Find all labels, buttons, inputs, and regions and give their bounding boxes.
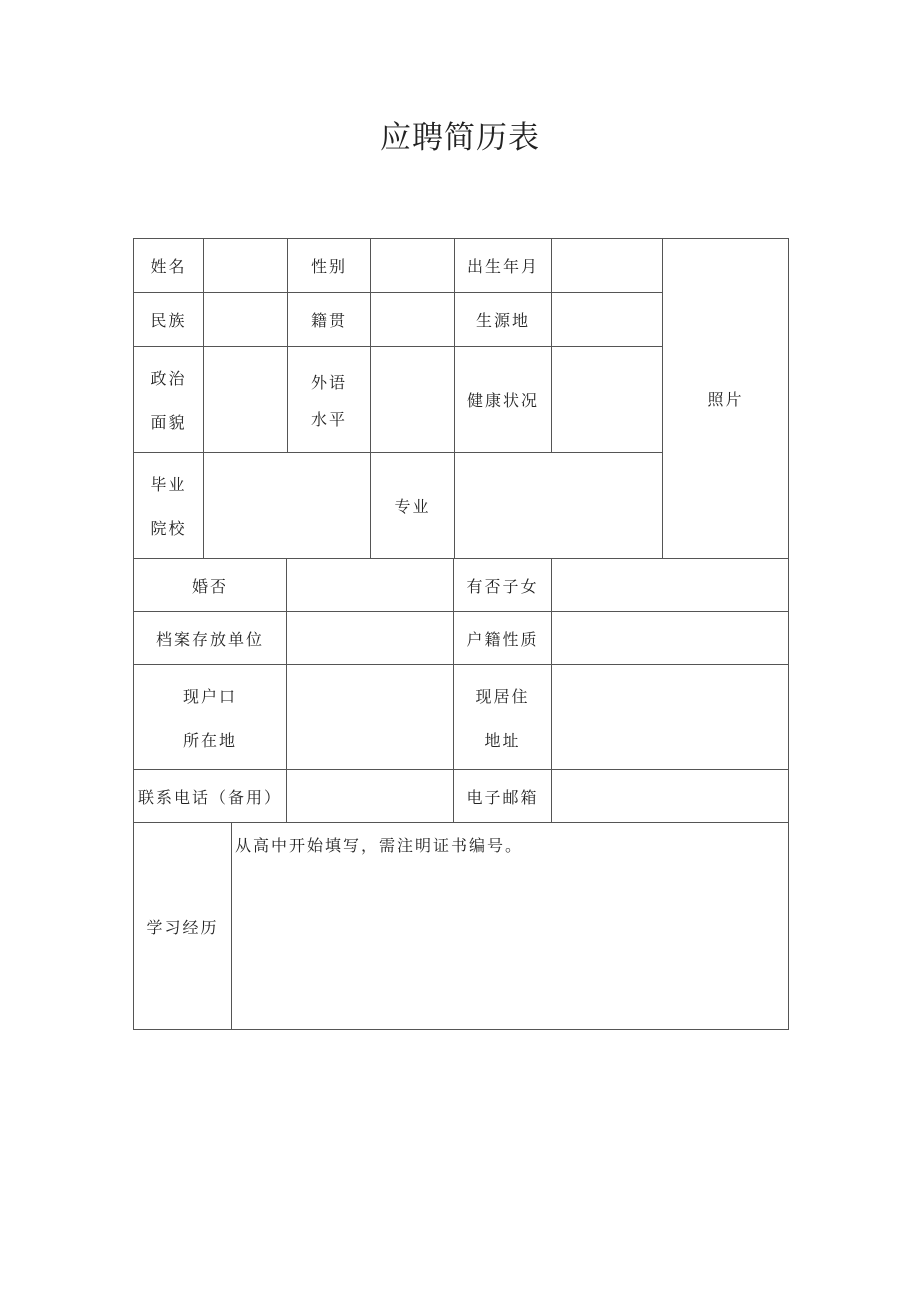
label-education: 学习经历 <box>133 822 232 1030</box>
page-title: 应聘简历表 <box>380 120 540 156</box>
label-married: 婚否 <box>133 558 287 612</box>
health-field[interactable] <box>551 346 663 453</box>
photo-box[interactable]: 照片 <box>662 238 789 559</box>
label-hukou-type: 户籍性质 <box>453 611 552 665</box>
birth-field[interactable] <box>551 238 663 293</box>
children-field[interactable] <box>551 558 789 612</box>
origin-field[interactable] <box>551 292 663 347</box>
label-ethnicity: 民族 <box>133 292 204 347</box>
label-birth: 出生年月 <box>454 238 552 293</box>
political-field[interactable] <box>203 346 288 453</box>
label-language-line2: 水平 <box>310 409 347 429</box>
label-archive: 档案存放单位 <box>133 611 287 665</box>
archive-field[interactable] <box>286 611 454 665</box>
label-origin: 生源地 <box>454 292 552 347</box>
ethnicity-field[interactable] <box>203 292 288 347</box>
label-hukou <box>133 664 287 770</box>
label-phone: 联系电话（备用） <box>133 769 287 823</box>
label-residence <box>453 664 552 770</box>
label-children: 有否子女 <box>453 558 552 612</box>
residence-field[interactable] <box>551 664 789 770</box>
label-email: 电子邮箱 <box>453 769 552 823</box>
native-place-field[interactable] <box>370 292 455 347</box>
label-residence-line2: 地址 <box>484 730 521 750</box>
phone-field[interactable] <box>286 769 454 823</box>
label-major: 专业 <box>370 452 455 559</box>
label-political-line1: 政治 <box>150 368 187 388</box>
label-name: 姓名 <box>133 238 204 293</box>
language-field[interactable] <box>370 346 455 453</box>
hukou-type-field[interactable] <box>551 611 789 665</box>
resume-form <box>133 238 789 1030</box>
education-field[interactable] <box>231 822 789 1030</box>
gender-field[interactable] <box>370 238 455 293</box>
label-language <box>287 346 371 453</box>
email-field[interactable] <box>551 769 789 823</box>
label-health: 健康状况 <box>454 346 552 453</box>
label-school-line2: 院校 <box>150 519 187 539</box>
hukou-field[interactable] <box>286 664 454 770</box>
name-field[interactable] <box>203 238 288 293</box>
label-residence-line1: 现居住 <box>475 686 530 706</box>
label-hukou-line2: 所在地 <box>182 730 237 750</box>
label-political-line2: 面貌 <box>150 413 187 433</box>
label-hukou-line1: 现户口 <box>182 686 237 706</box>
label-school <box>133 452 204 559</box>
major-field[interactable] <box>454 452 663 559</box>
label-political <box>133 346 204 453</box>
label-gender: 性别 <box>287 238 371 293</box>
label-native-place: 籍贯 <box>287 292 371 347</box>
label-school-line1: 毕业 <box>150 474 187 494</box>
label-language-line1: 外语 <box>310 372 347 392</box>
school-field[interactable] <box>203 452 371 559</box>
married-field[interactable] <box>286 558 454 612</box>
education-note: 从高中开始填写，需注明证书编号。 <box>235 836 524 855</box>
